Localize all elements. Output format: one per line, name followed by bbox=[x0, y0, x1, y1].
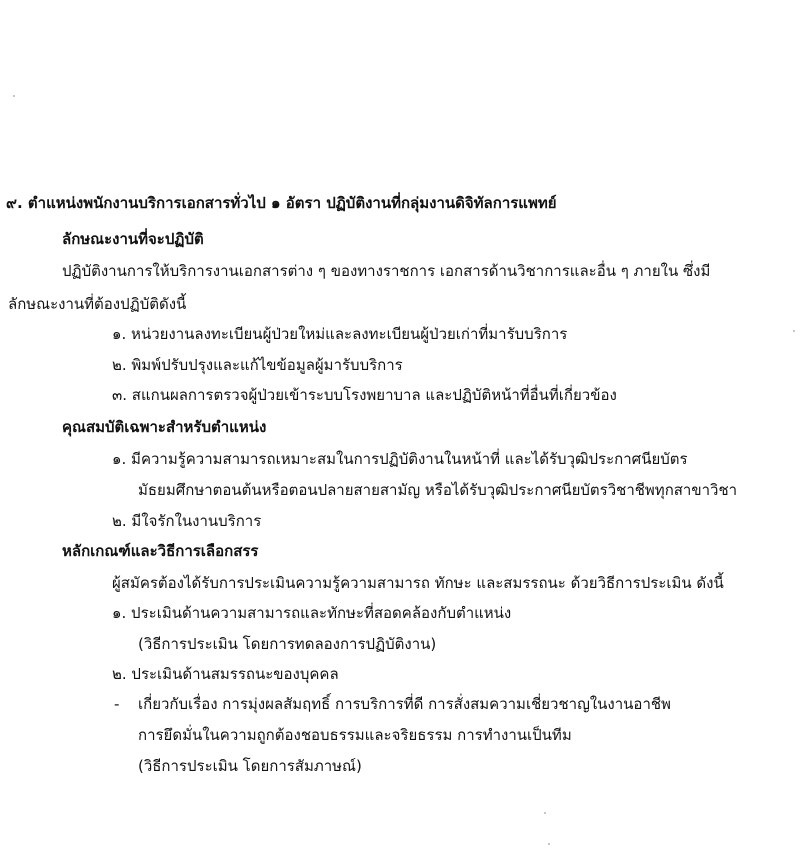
duties-title: ลักษณะงานที่จะปฏิบัติ bbox=[62, 230, 204, 248]
selection-sub-line-3: (วิธีการประเมิน โดยการสัมภาษณ์) bbox=[138, 757, 362, 775]
selection-item-2: ๒. ประเมินด้านสมรรถนะของบุคคล bbox=[112, 665, 339, 683]
scan-speck bbox=[548, 843, 550, 845]
selection-intro: ผู้สมัครต้องได้รับการประเมินความรู้ความสามารถ ทักษะ และสมรรถนะ ด้วยวิธีการประเมิน ดังนี้ bbox=[112, 574, 724, 592]
scan-speck bbox=[544, 812, 546, 814]
position-heading: ๙. ตำแหน่งพนักงานบริการเอกสารทั่วไป ๑ อัตรา ปฏิบัติงานที่กลุ่มงานดิจิทัลการแพทย์ bbox=[6, 194, 557, 212]
selection-sub-dash: - bbox=[114, 695, 120, 713]
selection-item-1-line-1: ๑. ประเมินด้านความสามารถและทักษะที่สอดคล้องกับตำแหน่ง bbox=[112, 604, 512, 622]
qualifications-item-2: ๒. มีใจรักในงานบริการ bbox=[112, 512, 262, 530]
qualifications-title: คุณสมบัติเฉพาะสำหรับตำแหน่ง bbox=[62, 418, 267, 436]
selection-item-1-line-2: (วิธีการประเมิน โดยการทดลองการปฏิบัติงาน) bbox=[138, 635, 437, 653]
scan-speck bbox=[13, 95, 15, 97]
selection-sub-line-1: เกี่ยวกับเรื่อง การมุ่งผลสัมฤทธิ์ การบริการที่ดี การสั่งสมความเชี่ยวชาญในงานอาชีพ bbox=[138, 695, 671, 713]
duties-item-2: ๒. พิมพ์ปรับปรุงและแก้ไขข้อมูลผู้มารับบริการ bbox=[112, 356, 403, 374]
scan-speck bbox=[793, 330, 795, 332]
duties-item-1: ๑. หน่วยงานลงทะเบียนผู้ป่วยใหม่และลงทะเบียนผู้ป่วยเก่าที่มารับบริการ bbox=[112, 325, 568, 343]
duties-intro-line-2: ลักษณะงานที่ต้องปฏิบัติดังนี้ bbox=[8, 295, 187, 313]
duties-intro-line-1: ปฏิบัติงานการให้บริการงานเอกสารต่าง ๆ ของทางราชการ เอกสารด้านวิชาการและอื่น ๆ ภายใน ซึ่งมี bbox=[62, 262, 711, 280]
duties-item-3: ๓. สแกนผลการตรวจผู้ป่วยเข้าระบบโรงพยาบาล และปฏิบัติหน้าที่อื่นที่เกี่ยวข้อง bbox=[112, 386, 617, 404]
selection-title: หลักเกณฑ์และวิธีการเลือกสรร bbox=[62, 542, 259, 560]
selection-sub-line-2: การยึดมั่นในความถูกต้องชอบธรรมและจริยธรรม การทำงานเป็นทีม bbox=[138, 726, 572, 744]
qualifications-item-1-line-2: มัธยมศึกษาตอนต้นหรือตอนปลายสายสามัญ หรือได้รับวุฒิประกาศนียบัตรวิชาชีพทุกสาขาวิชา bbox=[138, 481, 738, 499]
qualifications-item-1-line-1: ๑. มีความรู้ความสามารถเหมาะสมในการปฏิบัติงานในหน้าที่ และได้รับวุฒิประกาศนียบัตร bbox=[112, 450, 688, 468]
